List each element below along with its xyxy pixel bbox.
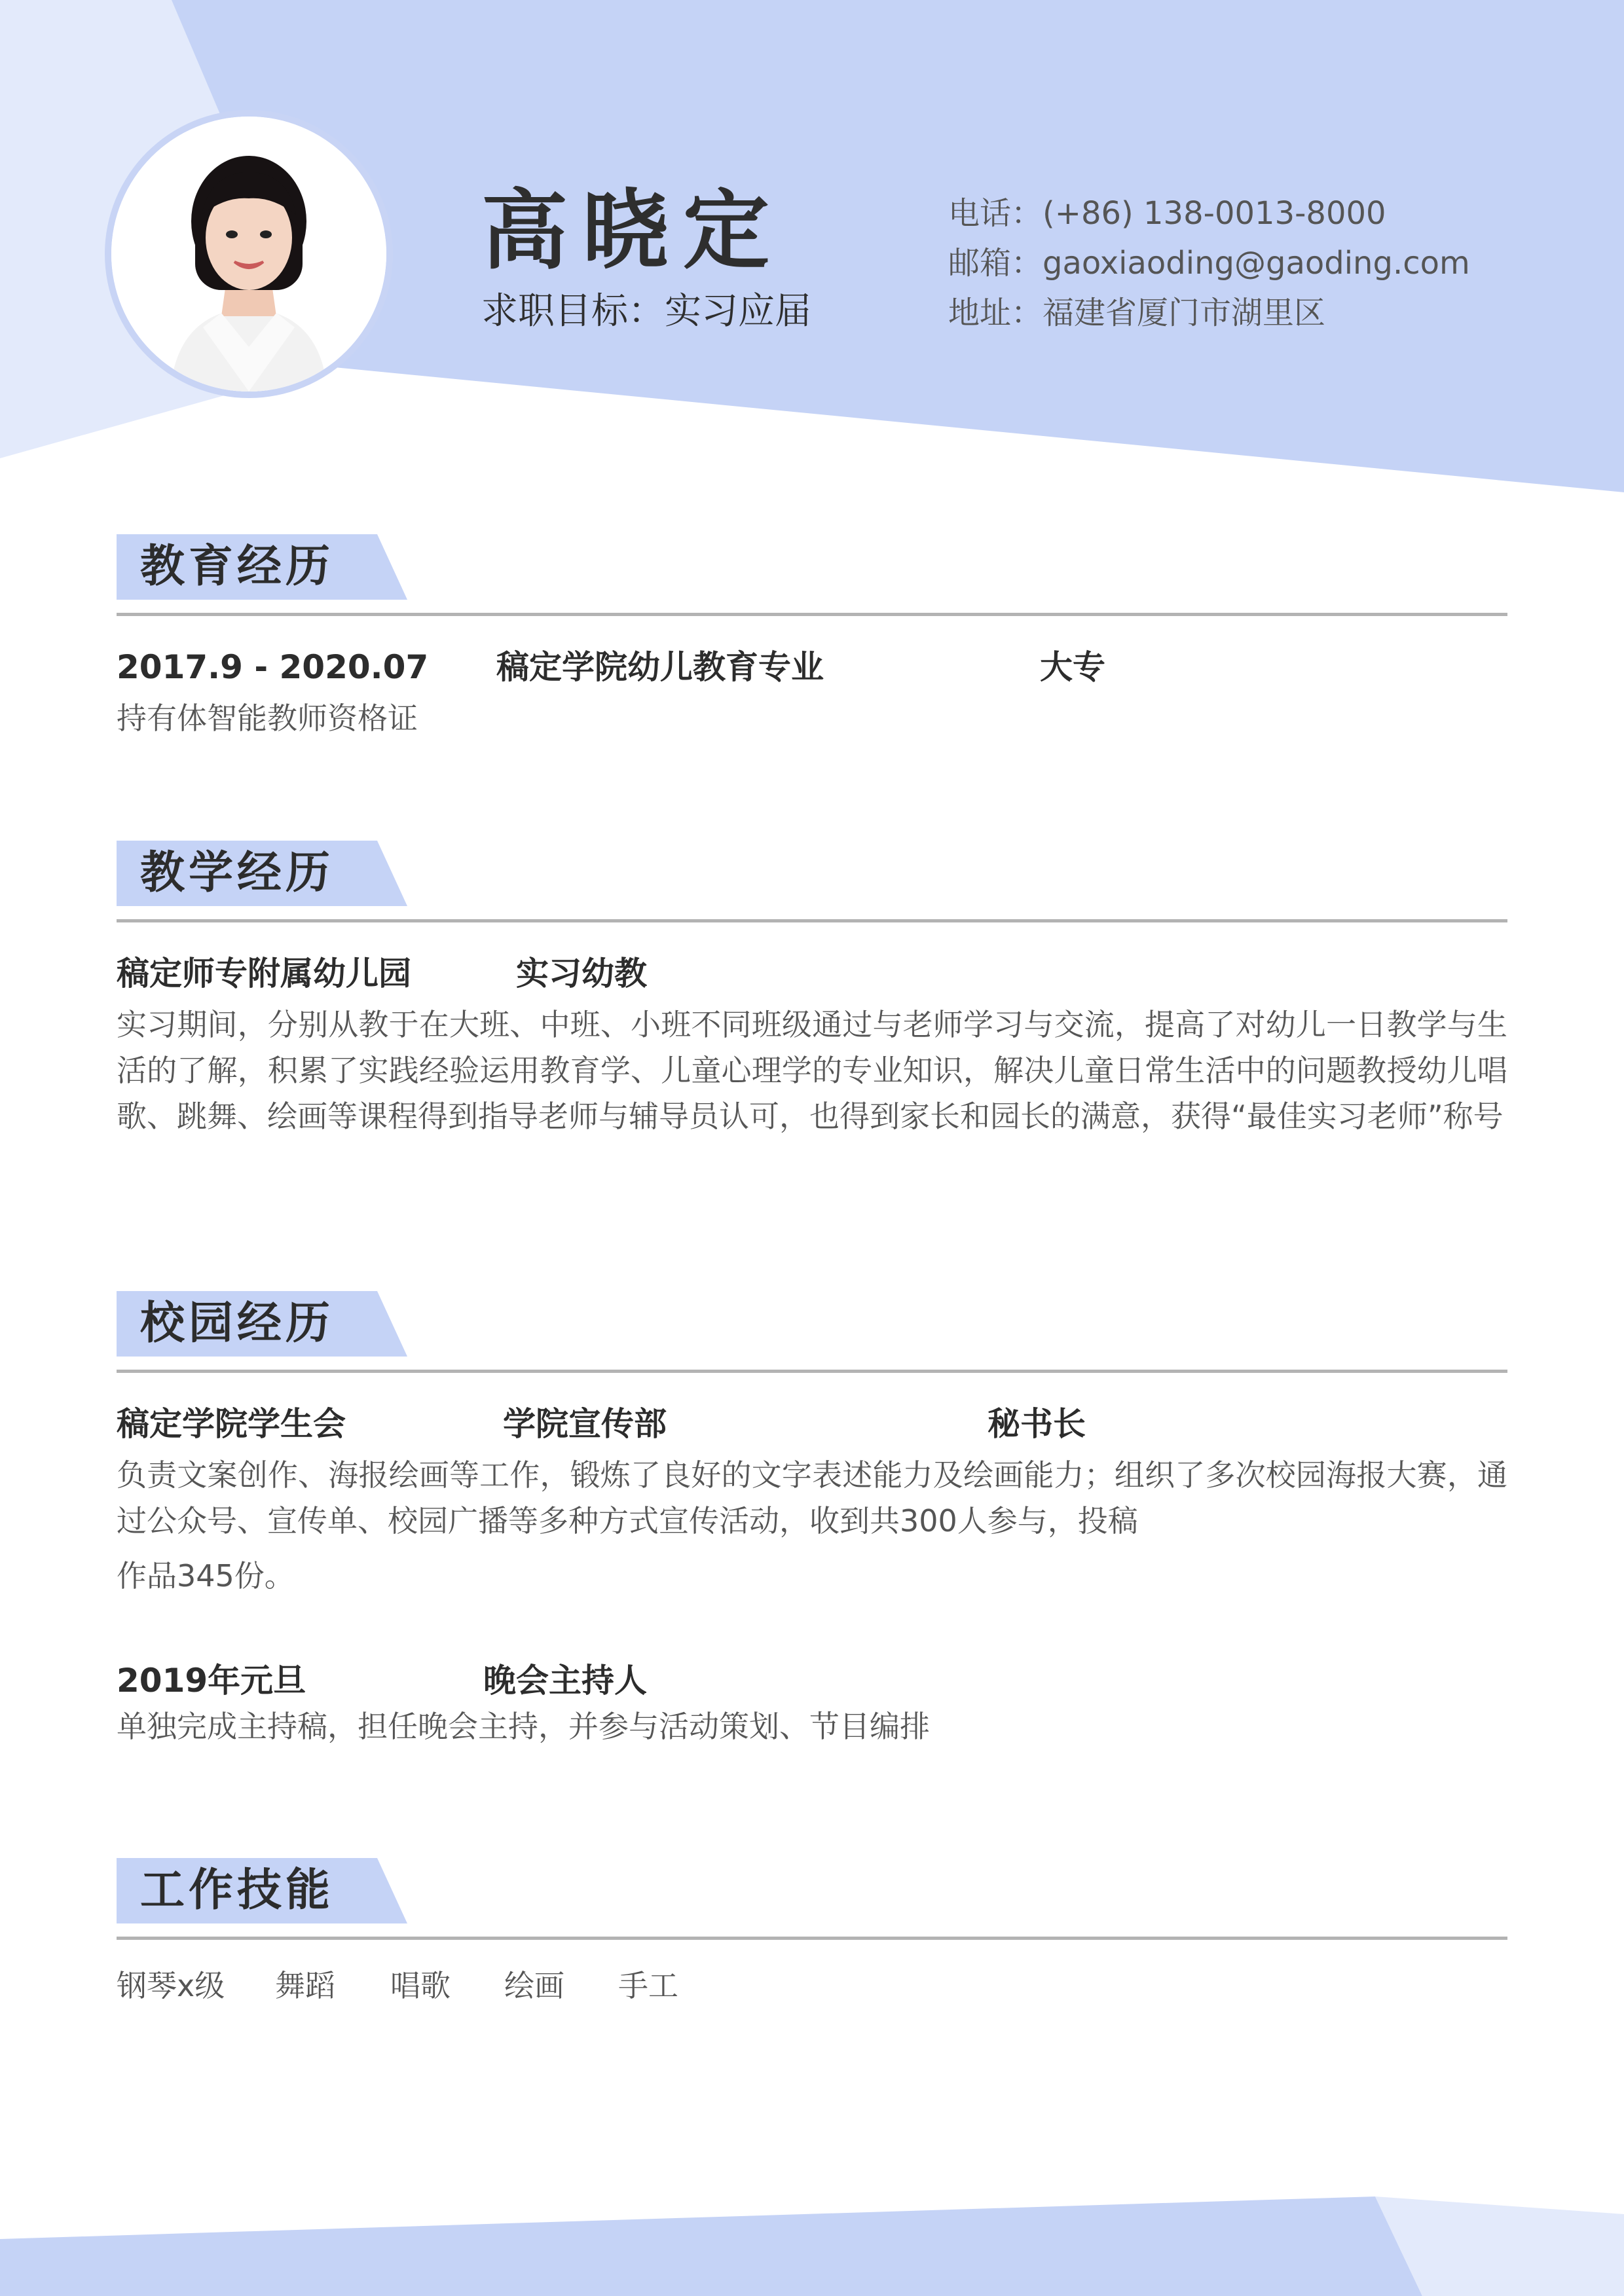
section-title: 教育经历 xyxy=(140,541,335,592)
portrait-icon xyxy=(111,117,386,392)
campus-org: 稿定学院学生会 xyxy=(117,1405,346,1443)
section-header xyxy=(117,841,1507,907)
campus-dept: 学院宣传部 xyxy=(503,1405,667,1443)
job-objective: 求职目标：实习应届 xyxy=(481,290,811,333)
phone-text: 电话：(+86) 138-0013-8000 xyxy=(948,195,1386,232)
email-text: 邮箱：gaoxiaoding@gaoding.com xyxy=(948,245,1470,282)
education-period: 2017.9 - 2020.07 xyxy=(117,648,429,686)
teaching-role: 实习幼教 xyxy=(516,955,647,993)
education-school: 稿定学院幼儿教育专业 xyxy=(496,648,824,686)
section-divider xyxy=(117,1937,1507,1940)
skill-item: 绘画 xyxy=(504,1968,564,2003)
skill-item: 唱歌 xyxy=(390,1968,451,2003)
teaching-org: 稿定师专附属幼儿园 xyxy=(117,955,411,993)
address-text: 地址：福建省厦门市湖里区 xyxy=(948,295,1326,331)
section-header xyxy=(117,1291,1507,1358)
section-header xyxy=(117,1858,1507,1925)
section-title: 工作技能 xyxy=(140,1865,335,1916)
avatar xyxy=(111,117,386,392)
event-date: 2019年元旦 xyxy=(117,1662,306,1700)
skill-item: 手工 xyxy=(618,1968,678,2003)
section-teaching xyxy=(117,841,1507,1134)
event-role: 晚会主持人 xyxy=(483,1662,647,1700)
skill-item: 舞蹈 xyxy=(275,1968,335,2003)
contact-info xyxy=(948,189,1470,338)
section-skills xyxy=(117,1858,1507,2003)
section-header xyxy=(117,534,1507,601)
section-title: 教学经历 xyxy=(140,847,335,899)
section-campus xyxy=(117,1291,1507,1744)
teaching-description: 实习期间，分别从教于在大班、中班、小班不同班级通过与老师学习与交流，提高了对幼儿一日教学与生活的了解，积累了实践经验运用教育学、儿童心理学的专业知识，解决儿童日常生活中的问题教授幼儿唱歌、跳舞、绘画等课程得到指导老师与辅导员认可，也得到家长和园长的满意，获得“最佳实习老师”称号 xyxy=(117,1007,1507,1134)
education-degree: 大专 xyxy=(1040,648,1105,686)
campus-description: 负责文案创作、海报绘画等工作，锻炼了良好的文字表述能力及绘画能力；组织了多次校园海报大赛，通过公众号、宣传单、校园广播等多种方式宣传活动，收到共300人参与，投稿 xyxy=(117,1457,1507,1539)
event-description: 单独完成主持稿，担任晚会主持，并参与活动策划、节目编排 xyxy=(117,1709,930,1744)
education-note: 持有体智能教师资格证 xyxy=(117,701,418,736)
section-divider xyxy=(117,919,1507,922)
skill-item: 钢琴x级 xyxy=(117,1968,225,2003)
section-education xyxy=(117,534,1507,736)
candidate-name: 高晓定 xyxy=(481,181,784,282)
section-title: 校园经历 xyxy=(140,1298,335,1349)
campus-role: 秘书长 xyxy=(987,1405,1086,1443)
section-divider xyxy=(117,1370,1507,1373)
campus-description-tail: 作品345份。 xyxy=(117,1558,295,1594)
section-divider xyxy=(117,613,1507,616)
